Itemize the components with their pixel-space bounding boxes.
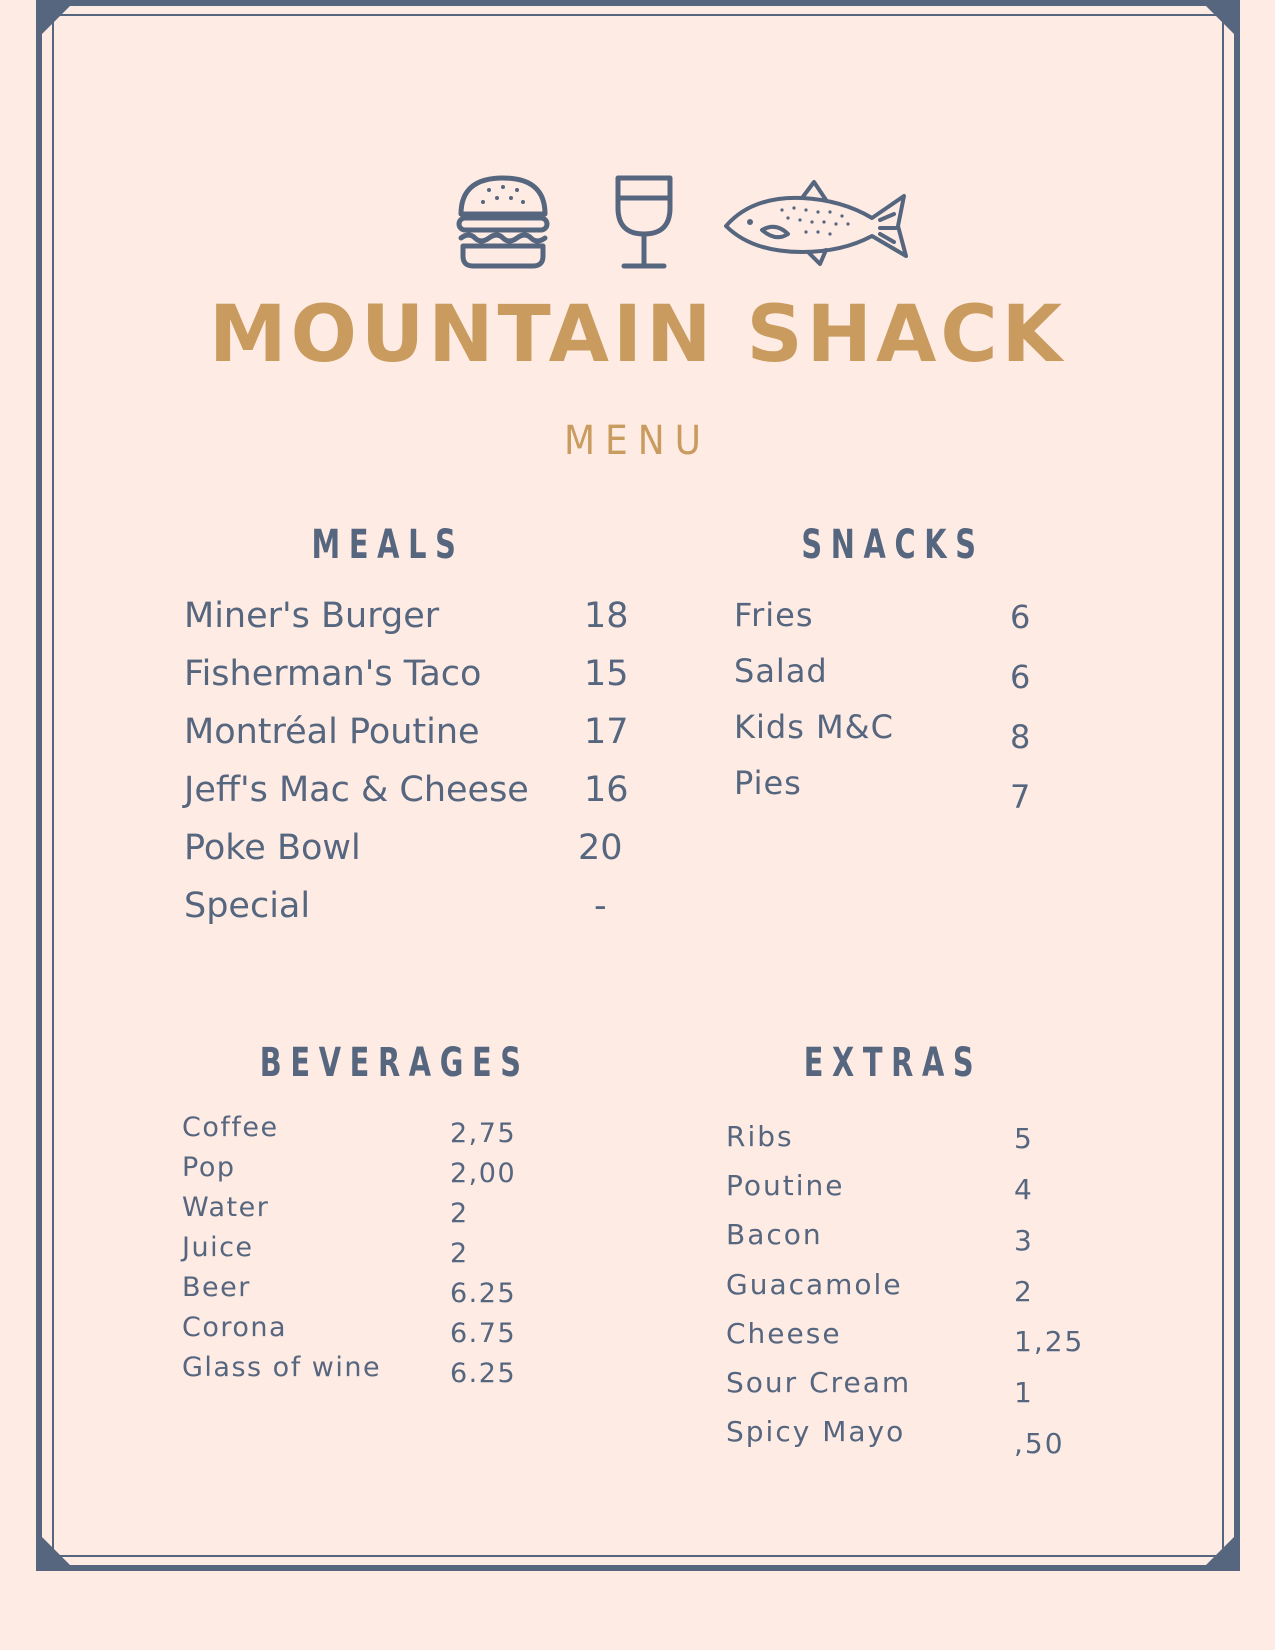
list-item: Miner's Burger bbox=[184, 596, 440, 636]
item-price: 6 bbox=[1010, 598, 1032, 636]
list-item: Jeff's Mac & Cheese bbox=[184, 770, 529, 810]
list-item: Poke Bowl bbox=[184, 828, 361, 868]
list-item: Coffee bbox=[182, 1112, 279, 1143]
section-title-beverages: BEVERAGES bbox=[259, 1040, 530, 1086]
burger-icon bbox=[455, 174, 551, 274]
wine-glass-icon bbox=[612, 174, 676, 274]
list-item: Water bbox=[182, 1192, 270, 1223]
list-item: Montréal Poutine bbox=[184, 712, 480, 752]
corner-ornament-bottom-right bbox=[1200, 1531, 1240, 1571]
corner-ornament-bottom-left bbox=[36, 1531, 76, 1571]
section-title-extras: EXTRAS bbox=[803, 1040, 983, 1086]
item-price: 2 bbox=[1014, 1275, 1034, 1308]
item-price: 2,00 bbox=[450, 1158, 517, 1189]
list-item: Special bbox=[184, 886, 311, 926]
list-item: Salad bbox=[734, 652, 828, 690]
list-item: Poutine bbox=[726, 1169, 845, 1202]
list-item: Bacon bbox=[726, 1218, 823, 1251]
list-item: Pies bbox=[734, 764, 802, 802]
section-title-meals: MEALS bbox=[311, 522, 465, 568]
item-price: 15 bbox=[584, 654, 629, 694]
item-price: 2 bbox=[450, 1198, 469, 1229]
item-price: 8 bbox=[1010, 718, 1032, 756]
list-item: Corona bbox=[182, 1312, 288, 1343]
list-item: Pop bbox=[182, 1152, 236, 1183]
list-item: Cheese bbox=[726, 1317, 842, 1350]
list-item: Guacamole bbox=[726, 1268, 903, 1301]
header-icons bbox=[0, 170, 1275, 270]
item-price: 6 bbox=[1010, 658, 1032, 696]
list-item: Juice bbox=[182, 1232, 254, 1263]
list-item: Spicy Mayo bbox=[726, 1415, 906, 1448]
restaurant-title: MOUNTAIN SHACK bbox=[208, 290, 1067, 380]
item-price: 16 bbox=[584, 770, 629, 810]
list-item: Glass of wine bbox=[182, 1352, 382, 1383]
fish-icon bbox=[722, 178, 912, 272]
item-price: 20 bbox=[578, 828, 623, 868]
item-price: 2,75 bbox=[450, 1118, 517, 1149]
item-price: 5 bbox=[1014, 1122, 1034, 1155]
item-price: 2 bbox=[450, 1238, 469, 1269]
list-item: Fisherman's Taco bbox=[184, 654, 482, 694]
item-price: 3 bbox=[1014, 1224, 1034, 1257]
list-item: Beer bbox=[182, 1272, 251, 1303]
item-price: 6.25 bbox=[450, 1278, 517, 1309]
item-price: 4 bbox=[1014, 1173, 1034, 1206]
list-item: Fries bbox=[734, 596, 814, 634]
menu-subtitle: MENU bbox=[563, 418, 712, 464]
list-item: Kids M&C bbox=[734, 708, 894, 746]
list-item: Ribs bbox=[726, 1120, 794, 1153]
item-price: - bbox=[594, 886, 607, 926]
item-price: 1 bbox=[1014, 1376, 1034, 1409]
section-title-snacks: SNACKS bbox=[801, 522, 985, 568]
item-price: 17 bbox=[584, 712, 629, 752]
corner-ornament-top-right bbox=[1200, 0, 1240, 40]
item-price: 1,25 bbox=[1014, 1325, 1085, 1358]
item-price: 6.75 bbox=[450, 1318, 517, 1349]
corner-ornament-top-left bbox=[36, 0, 76, 40]
item-price: 6.25 bbox=[450, 1358, 517, 1389]
item-price: ,50 bbox=[1014, 1427, 1065, 1460]
item-price: 18 bbox=[584, 596, 629, 636]
list-item: Sour Cream bbox=[726, 1366, 912, 1399]
item-price: 7 bbox=[1010, 778, 1032, 816]
